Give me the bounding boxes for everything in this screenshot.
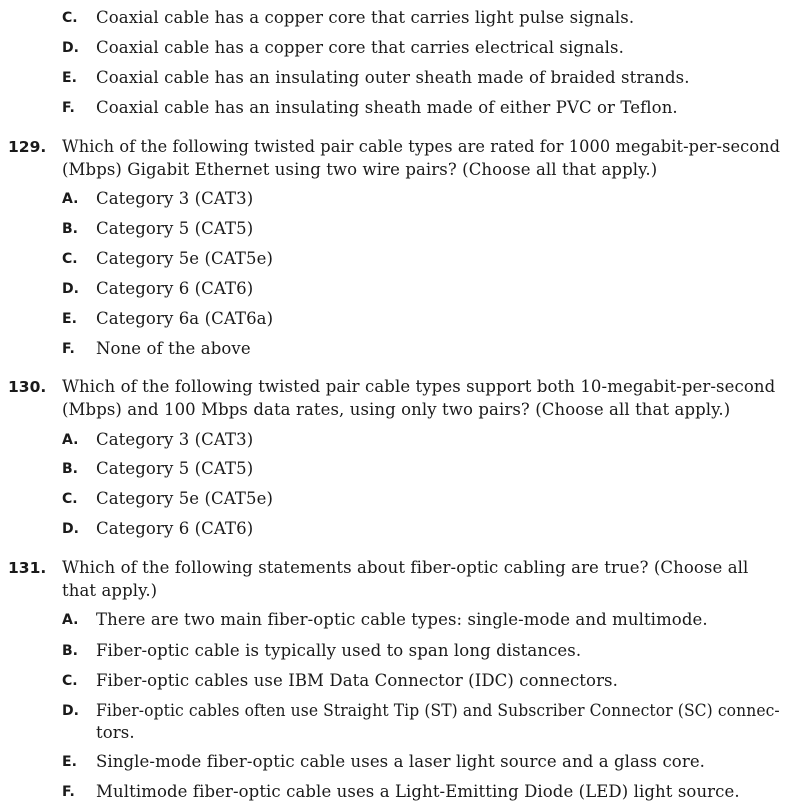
- option-letter: D.: [62, 703, 79, 719]
- question-number: 129.: [8, 138, 47, 156]
- option-text: Coaxial cable has a copper core that carries light pulse signals.: [96, 8, 635, 27]
- option-letter: B.: [62, 221, 78, 237]
- option-text: Fiber-optic cable is typically used to span long distances.: [96, 641, 582, 660]
- question-text: Which of the following statements about fiber-optic cabling are true? (Choose all: [62, 558, 749, 577]
- option-text: Coaxial cable has an insulating outer sheath made of braided strands.: [96, 68, 690, 87]
- option-letter: D.: [62, 281, 79, 297]
- option-text: Multimode fiber-optic cable uses a Light-Emitting Diode (LED) light source.: [96, 782, 740, 801]
- option-text: Fiber-optic cables often use Straight Tip (ST) and Subscriber Connector (SC) connec-: [96, 701, 780, 720]
- option-letter: C.: [62, 10, 78, 26]
- option-text: Category 6 (CAT6): [96, 279, 254, 298]
- option-letter: C.: [62, 251, 78, 267]
- option-letter: F.: [62, 100, 75, 116]
- question-text: that apply.): [62, 581, 158, 600]
- option-text: Coaxial cable has an insulating sheath made of either PVC or Teflon.: [96, 98, 678, 117]
- option-letter: B.: [62, 643, 78, 659]
- question-text: (Mbps) and 100 Mbps data rates, using only two pairs? (Choose all that apply.): [62, 400, 731, 419]
- option-letter: E.: [62, 754, 77, 770]
- option-letter: A.: [62, 191, 79, 207]
- option-text: There are two main fiber-optic cable types: single-mode and multimode.: [96, 610, 708, 629]
- option-text: Category 3 (CAT3): [96, 189, 254, 208]
- option-letter: C.: [62, 673, 78, 689]
- question-text: (Mbps) Gigabit Ethernet using two wire pairs? (Choose all that apply.): [62, 160, 658, 179]
- option-text: Category 6 (CAT6): [96, 519, 254, 538]
- option-letter: D.: [62, 40, 79, 56]
- option-text: Coaxial cable has a copper core that carries electrical signals.: [96, 38, 624, 57]
- option-letter: A.: [62, 612, 79, 628]
- question-number: 130.: [8, 378, 47, 396]
- option-text: Fiber-optic cables use IBM Data Connector (IDC) connectors.: [96, 671, 618, 690]
- question-text: Which of the following twisted pair cable types support both 10-megabit-per-second: [62, 377, 776, 396]
- option-letter: D.: [62, 521, 79, 537]
- question-text: Which of the following twisted pair cable types are rated for 1000 megabit-per-second: [62, 137, 781, 156]
- option-letter: E.: [62, 311, 77, 327]
- option-letter: C.: [62, 491, 78, 507]
- option-letter: F.: [62, 784, 75, 800]
- option-letter: B.: [62, 461, 78, 477]
- option-text: Category 6a (CAT6a): [96, 309, 274, 328]
- option-letter: F.: [62, 341, 75, 357]
- option-text: Category 3 (CAT3): [96, 430, 254, 449]
- question-number: 131.: [8, 559, 47, 577]
- option-text: Category 5e (CAT5e): [96, 489, 273, 508]
- option-letter: E.: [62, 70, 77, 86]
- option-text: Single-mode fiber-optic cable uses a laser light source and a glass core.: [96, 752, 706, 771]
- option-letter: A.: [62, 432, 79, 448]
- option-text: Category 5e (CAT5e): [96, 249, 273, 268]
- option-text: Category 5 (CAT5): [96, 219, 254, 238]
- option-text-continued: tors.: [96, 723, 135, 742]
- option-text: Category 5 (CAT5): [96, 459, 254, 478]
- option-text: None of the above: [96, 339, 251, 358]
